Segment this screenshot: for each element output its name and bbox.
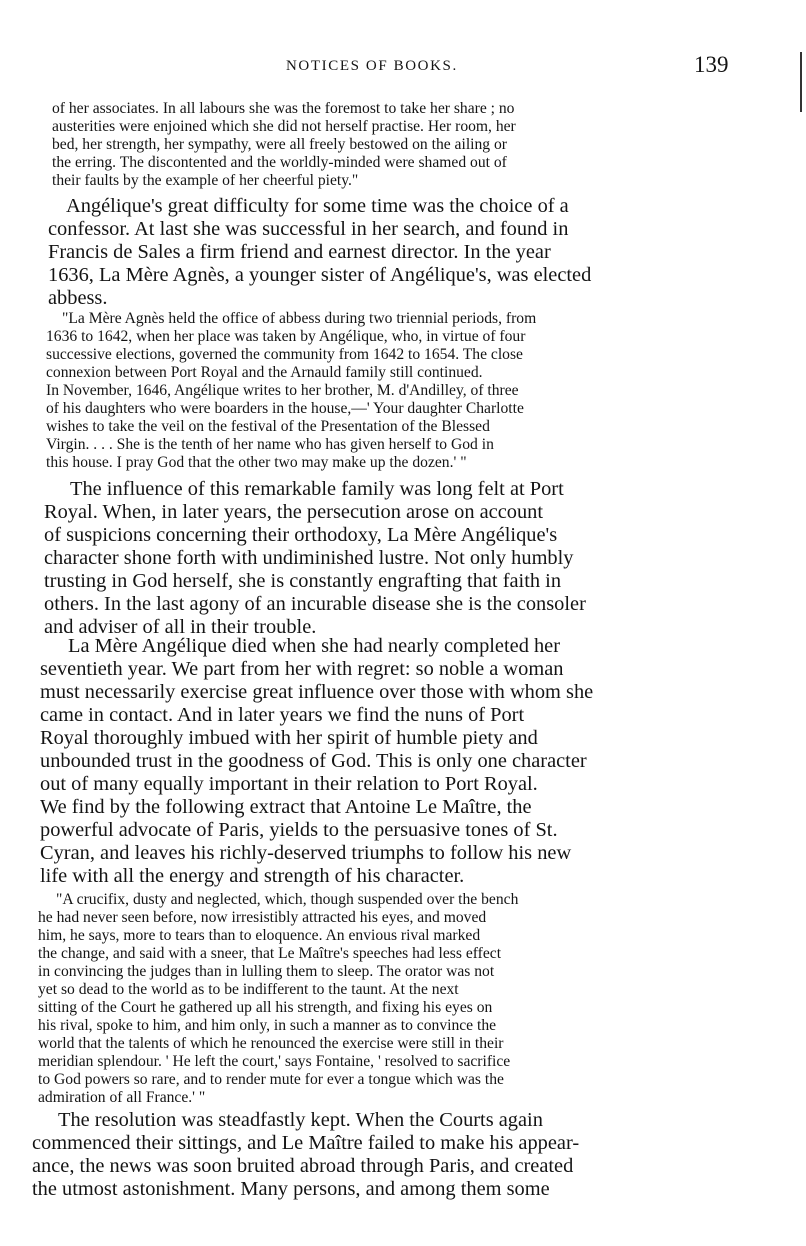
- text-line: Angélique's great difficulty for some time was the choice of a: [66, 195, 569, 217]
- text-line: Cyran, and leaves his richly-deserved triumphs to follow his new: [40, 842, 572, 864]
- text-line: powerful advocate of Paris, yields to the persuasive tones of St.: [40, 819, 558, 841]
- text-line: life with all the energy and strength of his character.: [40, 865, 465, 887]
- text-line: 1636 to 1642, when her place was taken by Angélique, who, in virtue of four: [46, 328, 526, 345]
- text-line: to God powers so rare, and to render mute for ever a tongue which was the: [38, 1071, 504, 1088]
- text-line: bed, her strength, her sympathy, were all freely bestowed on the ailing or: [52, 136, 507, 153]
- text-line: 1636, La Mère Agnès, a younger sister of Angélique's, was elected: [48, 264, 592, 286]
- text-line: successive elections, governed the community from 1642 to 1654. The close: [46, 346, 523, 363]
- text-line: abbess.: [48, 287, 108, 309]
- text-line: Francis de Sales a firm friend and earnest director. In the year: [48, 241, 551, 263]
- text-line: austerities were enjoined which she did not herself practise. Her room, her: [52, 118, 516, 135]
- text-line: Royal. When, in later years, the persecution arose on account: [44, 501, 544, 523]
- text-line: The influence of this remarkable family was long felt at Port: [70, 478, 564, 500]
- page-edge-rule: [800, 52, 802, 112]
- text-line: connexion between Port Royal and the Arnauld family still continued.: [46, 364, 483, 381]
- text-line: world that the talents of which he renounced the exercise were still in their: [38, 1035, 504, 1052]
- text-line: this house. I pray God that the other two may make up the dozen.' ": [46, 454, 467, 471]
- text-line: In November, 1646, Angélique writes to her brother, M. d'Andilley, of three: [46, 382, 519, 399]
- text-line: "La Mère Agnès held the office of abbess during two triennial periods, from: [62, 310, 537, 327]
- text-line: unbounded trust in the goodness of God. This is only one character: [40, 750, 587, 772]
- text-line: character shone forth with undiminished lustre. Not only humbly: [44, 547, 574, 569]
- text-line: Royal thoroughly imbued with her spirit of humble piety and: [40, 727, 538, 749]
- text-line: the change, and said with a sneer, that Le Maître's speeches had less effect: [38, 945, 502, 962]
- text-line: the utmost astonishment. Many persons, and among them some: [32, 1178, 550, 1200]
- text-line: "A crucifix, dusty and neglected, which, though suspended over the bench: [56, 891, 519, 908]
- text-line: meridian splendour. ' He left the court,' says Fontaine, ' resolved to sacrifice: [38, 1053, 511, 1070]
- text-line: of his daughters who were boarders in the house,—' Your daughter Charlotte: [46, 400, 524, 417]
- text-line: his rival, spoke to him, and him only, in such a manner as to convince the: [38, 1017, 497, 1034]
- text-line: sitting of the Court he gathered up all his strength, and fixing his eyes on: [38, 999, 493, 1016]
- text-line: out of many equally important in their relation to Port Royal.: [40, 773, 538, 795]
- text-line: came in contact. And in later years we find the nuns of Port: [40, 704, 525, 726]
- text-line: of suspicions concerning their orthodoxy, La Mère Angélique's: [44, 524, 558, 546]
- text-line: others. In the last agony of an incurable disease she is the consoler: [44, 593, 586, 615]
- page-header: [0, 52, 806, 82]
- text-line: yet so dead to the world as to be indifferent to the taunt. At the next: [38, 981, 459, 998]
- text-line: seventieth year. We part from her with regret: so noble a woman: [40, 658, 564, 680]
- text-line: wishes to take the veil on the festival of the Presentation of the Blessed: [46, 418, 490, 435]
- text-line: the erring. The discontented and the worldly-minded were shamed out of: [52, 154, 507, 171]
- text-line: and adviser of all in their trouble.: [44, 616, 317, 638]
- text-line: him, he says, more to tears than to eloquence. An envious rival marked: [38, 927, 481, 944]
- text-line: ance, the news was soon bruited abroad through Paris, and created: [32, 1155, 574, 1177]
- running-title: NOTICES OF BOOKS.: [286, 58, 458, 74]
- page-number: 139: [694, 52, 729, 77]
- text-line: he had never seen before, now irresistibly attracted his eyes, and moved: [38, 909, 487, 926]
- text-line: must necessarily exercise great influence over those with whom she: [40, 681, 594, 703]
- text-line: commenced their sittings, and Le Maître failed to make his appear-: [32, 1132, 580, 1154]
- text-line: of her associates. In all labours she was the foremost to take her share ; no: [52, 100, 515, 117]
- text-line: Virgin. . . . She is the tenth of her name who has given herself to God in: [46, 436, 494, 453]
- text-line: in convincing the judges than in lulling them to sleep. The orator was not: [38, 963, 495, 980]
- text-line: La Mère Angélique died when she had nearly completed her: [68, 635, 561, 657]
- text-line: confessor. At last she was successful in her search, and found in: [48, 218, 569, 240]
- text-line: The resolution was steadfastly kept. When the Courts again: [58, 1109, 543, 1131]
- text-line: We find by the following extract that Antoine Le Maître, the: [40, 796, 532, 818]
- text-line: admiration of all France.' ": [38, 1089, 206, 1106]
- text-line: trusting in God herself, she is constantly engrafting that faith in: [44, 570, 562, 592]
- text-line: their faults by the example of her cheerful piety.": [52, 172, 359, 189]
